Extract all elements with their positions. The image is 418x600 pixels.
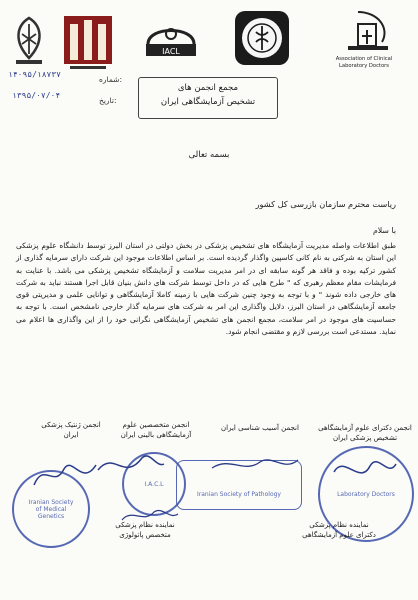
number-label: شماره: — [99, 75, 122, 84]
letter-body: طبق اطلاعات واصله مدیریت آزمایشگاه های تشخیص پزشکی در بخش دولتی در استان البرز توسط دانشگاه علوم پزشکی این استان به شرکتی به نام کانی کاسپین واگذار گردیده است. بر اساس اطلاعات موجود این شرکت دارای سرمایه گذاری از کشور ترکیه بوده و فاقد هر گونه سابقه ای در امر مدیریت سلامت و آزمایشگاه تشخیص پزشکی می باشد. با عنایت به فرمایشات مقام معظم رهبری که " طرح هایی که در داخل توسط شرکت های دانش بنیان قابل اجرا هستند نباید به شرکت های خارجی داده شوند " و با توجه به وجود چنین شرکت هایی با زمینه کاملا آزمایشگاهی و توانایی علمی و مدیریتی قوی جامعه آزمایشگاهی در استان البرز، دلایل واگذاری این امر به شرکت های سرمایه گذار خارجی نامشخص است. با توجه به حساسیت های موجود در امر سلامت، مجمع انجمن های تشخیص آزمایشگاهی نگرانی خود را از این واگذاری ها اعلام می نماید. مستدعی است بررسی لازم و مقتضی انجام شود. — [16, 241, 396, 337]
basmala: بسمه تعالی — [188, 150, 230, 160]
recipient: ریاست محترم سازمان بازرسی کل کشور — [255, 199, 396, 209]
association-title-box — [138, 77, 278, 119]
genetics-stamp-text: Iranian Society of Medical Genetics — [28, 498, 74, 520]
pathology-stamp-text: Iranian Society of Pathology — [197, 490, 281, 498]
signature-scribble-clinical — [96, 446, 166, 486]
date-label: تاریخ: — [99, 96, 117, 105]
iacl-logo-icon — [138, 14, 204, 66]
signature-scribble-lab-doctors — [330, 452, 400, 492]
medical-society-seal-icon — [232, 8, 292, 68]
iacl-stamp-text: I.A.C.L — [144, 480, 164, 488]
association-line1: مجمع انجمن های — [177, 83, 239, 93]
number-value: ۱۴۰۹۵/۱۸۷۳۷ — [8, 70, 61, 79]
signatory-pathology: انجمن آسیب شناسی ایران — [221, 424, 299, 432]
date-value: ۱۳۹۵/۰۷/۰۴ — [12, 91, 61, 100]
greeting: با سلام — [372, 226, 396, 235]
lab-doctors-logo-icon — [318, 8, 410, 72]
signatory-clinical-lab: انجمن متخصصین علوم آزمایشگاهی بالینی ایران — [120, 421, 192, 439]
lab-doctors-stamp-text: Laboratory Doctors — [337, 490, 395, 498]
representative-lab-sciences: نماینده نظام پزشکی دکترای علوم آزمایشگاهی — [302, 521, 376, 539]
svg-text:Laboratory Doctors: Laboratory Doctors — [339, 63, 389, 69]
representative-pathology: نماینده نظام پزشکی متخصص پاتولوژی — [115, 521, 175, 539]
leaf-emblem-icon — [8, 14, 50, 66]
signature-scribble-pathology — [210, 454, 300, 476]
signatory-genetics: انجمن ژنتیک پزشکی ایران — [41, 421, 101, 439]
iran-bar-logo-icon — [60, 12, 116, 74]
svg-text:IACL: IACL — [162, 47, 180, 56]
signatory-lab-doctors: انجمن دکترای علوم آزمایشگاهی تشخیص پزشکی ایران — [318, 424, 412, 442]
signature-scribble-rep-pathology — [120, 506, 180, 526]
association-line2: تشخیص آزمایشگاهی ایران — [160, 97, 256, 107]
svg-text:Association of Clinical: Association of Clinical — [335, 56, 393, 62]
signature-scribble-genetics — [30, 455, 100, 495]
